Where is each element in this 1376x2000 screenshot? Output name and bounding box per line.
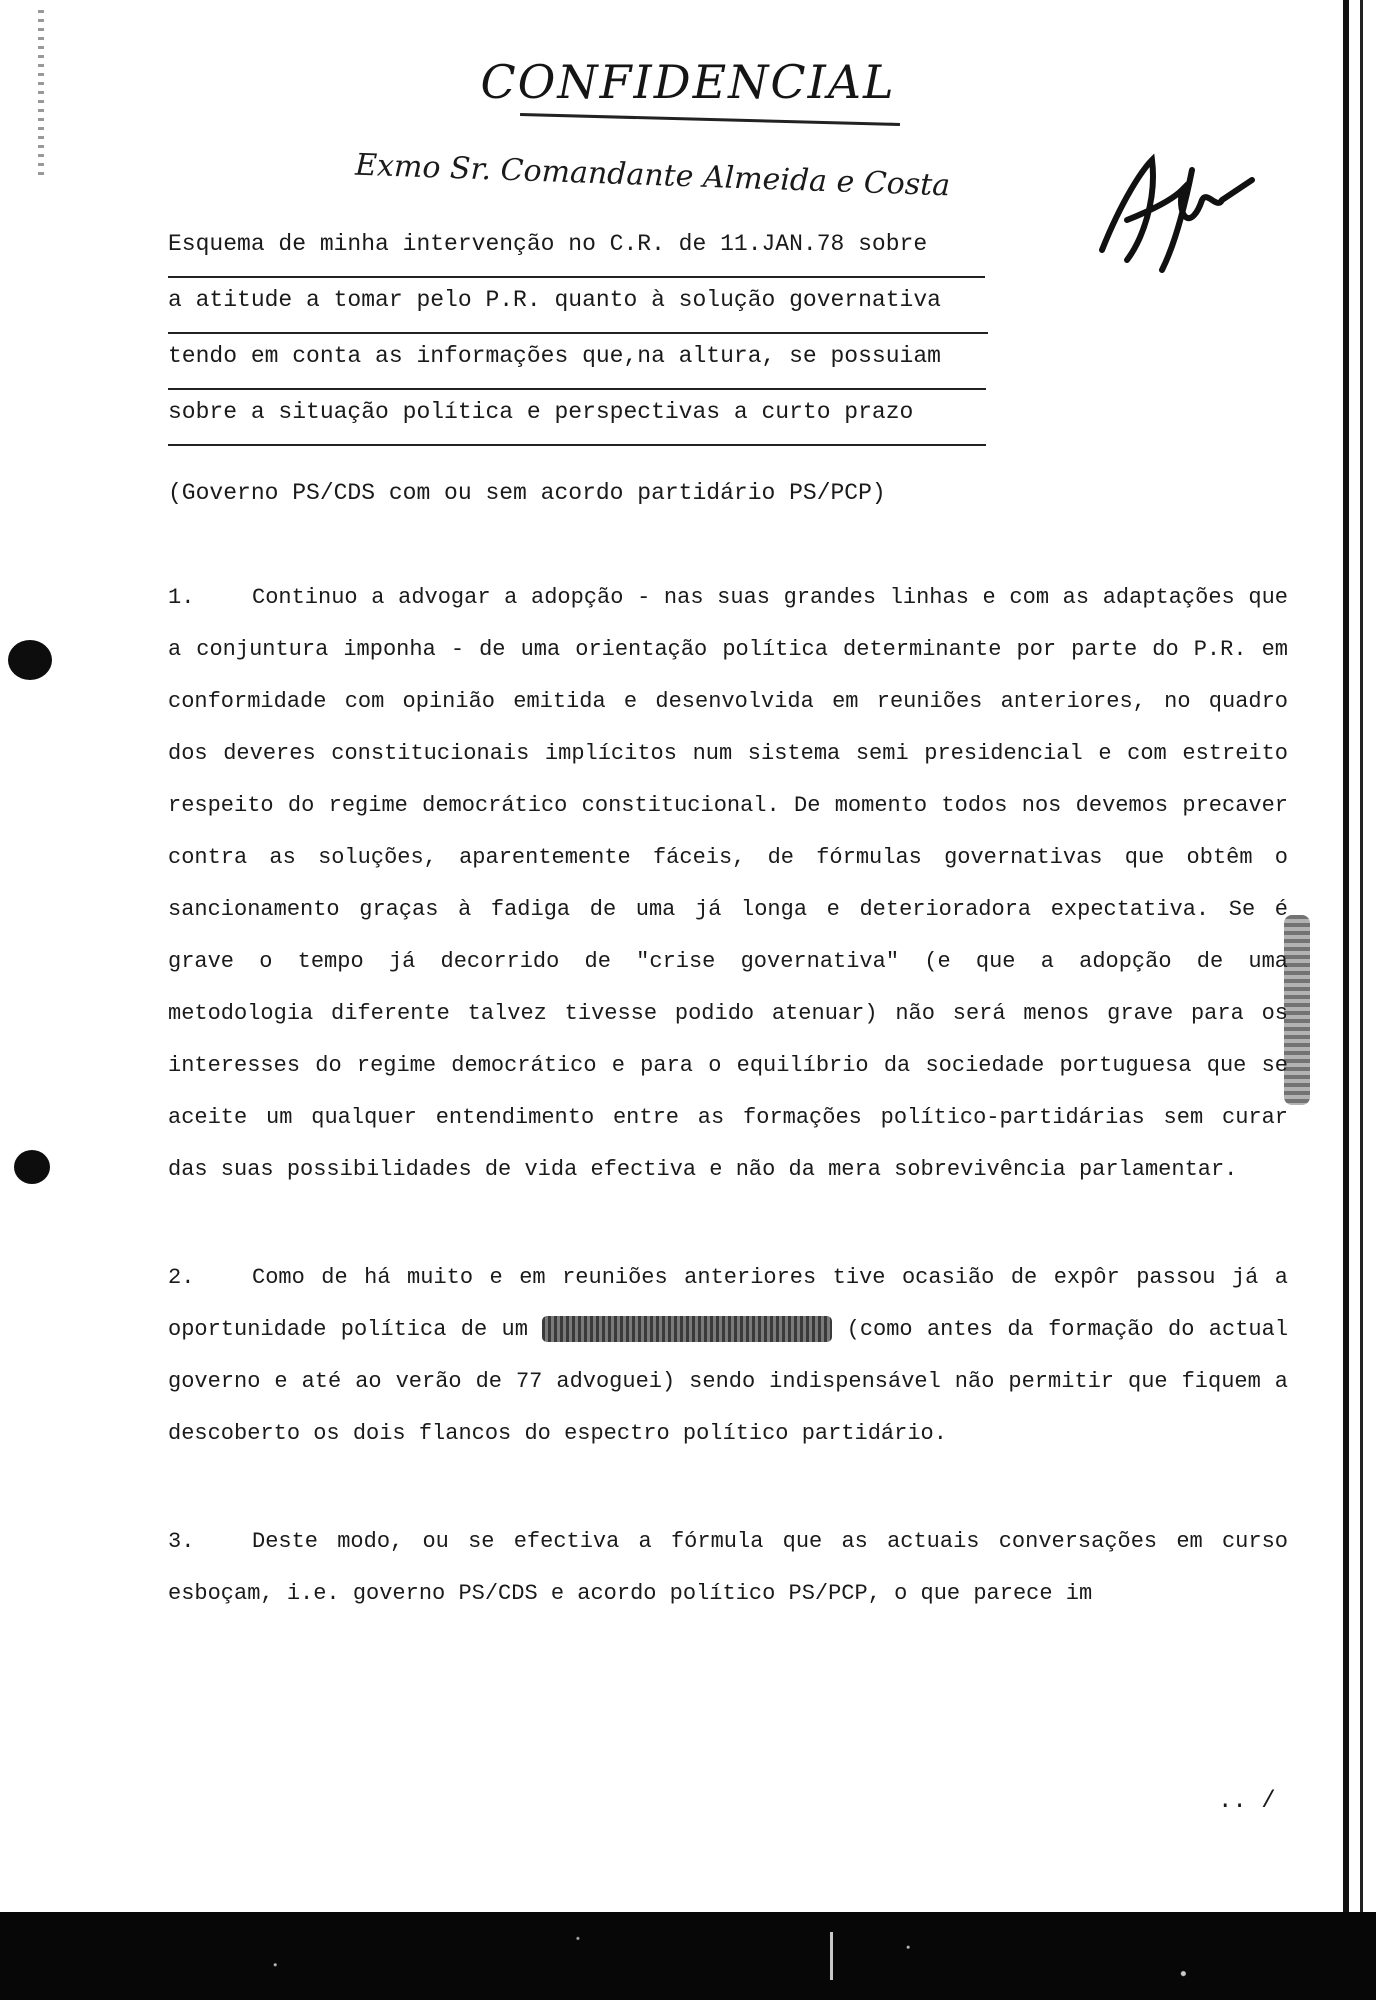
signature xyxy=(1082,140,1262,280)
redacted-text xyxy=(542,1316,832,1342)
subject-line: tendo em conta as informações que,na altura, se possuiam xyxy=(168,334,986,390)
subject-line: Esquema de minha intervenção no C.R. de 11.JAN.78 sobre xyxy=(168,222,985,278)
paragraph-number: 1. xyxy=(168,585,195,610)
scan-noise xyxy=(0,1912,1376,2000)
paragraph-text: (como antes da formação do actual governo e até ao verão de 77 advoguei) sendo indispensável não permitir que fiquem a descoberto os dois flancos do espectro político partidário. xyxy=(168,1317,1289,1446)
stamp-underline xyxy=(520,113,900,126)
paragraph-1 xyxy=(168,572,1288,1196)
punch-hole xyxy=(8,640,52,680)
paragraph-2 xyxy=(168,1252,1288,1460)
paragraph-text: Como de há muito e em reuniões anteriores tive ocasião de expôr passou já a oportunidade política de um xyxy=(168,1265,1288,1342)
subject-block xyxy=(168,222,988,540)
handwritten-addressee: Exmo Sr. Comandante Almeida e Costa xyxy=(354,147,951,204)
subject-parenthetical: (Governo PS/CDS com ou sem acordo partidário PS/PCP) xyxy=(168,480,886,506)
scan-border xyxy=(1343,0,1349,1912)
subject-line: sobre a situação política e perspectivas a curto prazo xyxy=(168,390,986,446)
paragraph-number: 3. xyxy=(168,1529,195,1554)
scan-mark xyxy=(830,1932,833,1980)
paragraph-text: Deste modo, ou se efectiva a fórmula que as actuais conversações em curso esboçam, i.e. governo PS/CDS e acordo político PS/PCP, o que parece im xyxy=(168,1529,1288,1606)
scan-border xyxy=(1360,0,1363,1912)
subject-line: a atitude a tomar pelo P.R. quanto à solução governativa xyxy=(168,278,988,334)
classification-stamp: CONFIDENCIAL xyxy=(480,55,896,109)
paragraph-number: 2. xyxy=(168,1265,195,1290)
paragraph-3 xyxy=(168,1516,1288,1620)
page-continuation-mark: .. / xyxy=(1218,1788,1276,1815)
scan-bottom-edge xyxy=(0,1912,1376,2000)
paragraph-text: Continuo a advogar a adopção - nas suas grandes linhas e com as adaptações que a conjuntura imponha - de uma orientação política determinante por parte do P.R. em conformidade com opinião emitida e desenvolvida em reuniões anteriores, no quadro dos deveres constitucionais implícitos num sistema semi presidencial e com estreito respeito do regime democrático constitucional. De momento todos nos devemos precaver contra as soluções, aparentemente fáceis, de fórmulas governativas que obtêm o sancionamento graças à fadiga de uma já longa e deterioradora expectativa. Se é grave o tempo já decorrido de "crise governativa" (e que a adopção de uma metodologia diferente talvez tivesse podido atenuar) não será menos grave para os interesses do regime democrático e para o equilíbrio da sociedade portuguesa que se aceite um qualquer entendimento entre as formações político-partidárias sem curar das suas possibilidades de vida efectiva e não da mera sobrevivência parlamentar. xyxy=(168,585,1288,1182)
punch-hole xyxy=(14,1150,50,1184)
document-body xyxy=(168,572,1288,1620)
